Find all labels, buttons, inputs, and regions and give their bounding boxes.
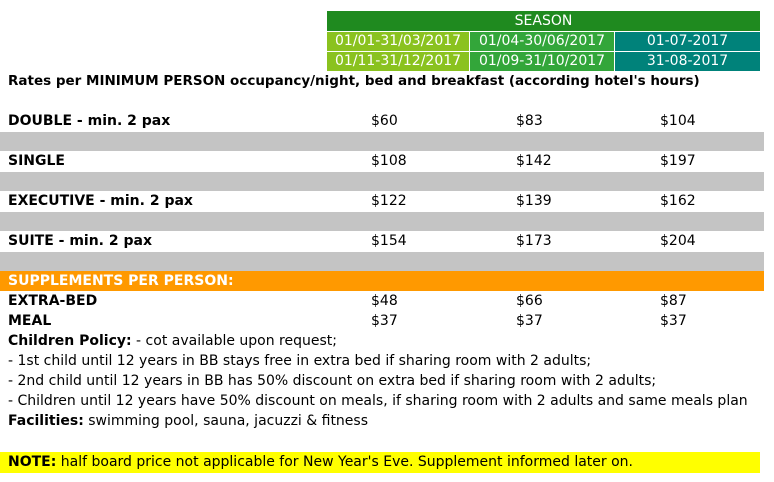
facilities-text: swimming pool, sauna, jacuzzi & fitness bbox=[83, 413, 369, 429]
room-price: $142 bbox=[516, 153, 552, 169]
supplement-price: $37 bbox=[516, 313, 543, 329]
room-price: $60 bbox=[371, 113, 398, 129]
season-period-1-line-1: 01/01-31/03/2017 bbox=[327, 32, 469, 51]
note-banner bbox=[0, 452, 760, 473]
season-period-1-line-2: 01/11-31/12/2017 bbox=[327, 52, 469, 71]
facilities bbox=[8, 413, 368, 429]
children-policy-line: - 2nd child until 12 years in BB has 50% discount on extra bed if sharing room with 2 adults; bbox=[8, 373, 657, 389]
room-price: $173 bbox=[516, 233, 552, 249]
room-price: $83 bbox=[516, 113, 543, 129]
room-label-executive: EXECUTIVE - min. 2 pax bbox=[8, 193, 193, 209]
supplement-price: $87 bbox=[660, 293, 687, 309]
supplement-price: $37 bbox=[660, 313, 687, 329]
season-header: SEASON bbox=[327, 11, 760, 31]
room-price: $204 bbox=[660, 233, 696, 249]
supplement-label-meal: MEAL bbox=[8, 313, 52, 329]
rates-caption: Rates per MINIMUM PERSON occupancy/night, bed and breakfast (according hotel's hours) bbox=[8, 73, 700, 89]
season-period-3-line-2: 31-08-2017 bbox=[615, 52, 760, 71]
children-policy bbox=[8, 333, 337, 349]
supplement-price: $66 bbox=[516, 293, 543, 309]
supplement-price: $37 bbox=[371, 313, 398, 329]
season-period-2-line-1: 01/04-30/06/2017 bbox=[470, 32, 614, 51]
children-policy-intro: - cot available upon request; bbox=[131, 333, 337, 349]
room-price: $108 bbox=[371, 153, 407, 169]
room-label-single: SINGLE bbox=[8, 153, 65, 169]
children-policy-line: - Children until 12 years have 50% discount on meals, if sharing room with 2 adults and same meals plan bbox=[8, 393, 748, 409]
room-label-suite: SUITE - min. 2 pax bbox=[8, 233, 152, 249]
row-separator bbox=[0, 172, 764, 191]
row-separator bbox=[0, 132, 764, 151]
room-price: $162 bbox=[660, 193, 696, 209]
room-price: $154 bbox=[371, 233, 407, 249]
supplement-label-extra-bed: EXTRA-BED bbox=[8, 293, 98, 309]
note-title: NOTE: bbox=[8, 454, 57, 470]
supplement-price: $48 bbox=[371, 293, 398, 309]
children-policy-title: Children Policy: bbox=[8, 333, 132, 349]
season-period-3-line-1: 01-07-2017 bbox=[615, 32, 760, 51]
room-price: $104 bbox=[660, 113, 696, 129]
row-separator bbox=[0, 252, 764, 271]
supplements-header: SUPPLEMENTS PER PERSON: bbox=[0, 271, 764, 291]
row-separator bbox=[0, 212, 764, 231]
note-text: half board price not applicable for New Year's Eve. Supplement informed later on. bbox=[56, 454, 633, 470]
facilities-title: Facilities: bbox=[8, 413, 84, 429]
room-price: $122 bbox=[371, 193, 407, 209]
children-policy-line: - 1st child until 12 years in BB stays free in extra bed if sharing room with 2 adults; bbox=[8, 353, 592, 369]
room-price: $139 bbox=[516, 193, 552, 209]
room-label-double: DOUBLE - min. 2 pax bbox=[8, 113, 171, 129]
room-price: $197 bbox=[660, 153, 696, 169]
season-period-2-line-2: 01/09-31/10/2017 bbox=[470, 52, 614, 71]
